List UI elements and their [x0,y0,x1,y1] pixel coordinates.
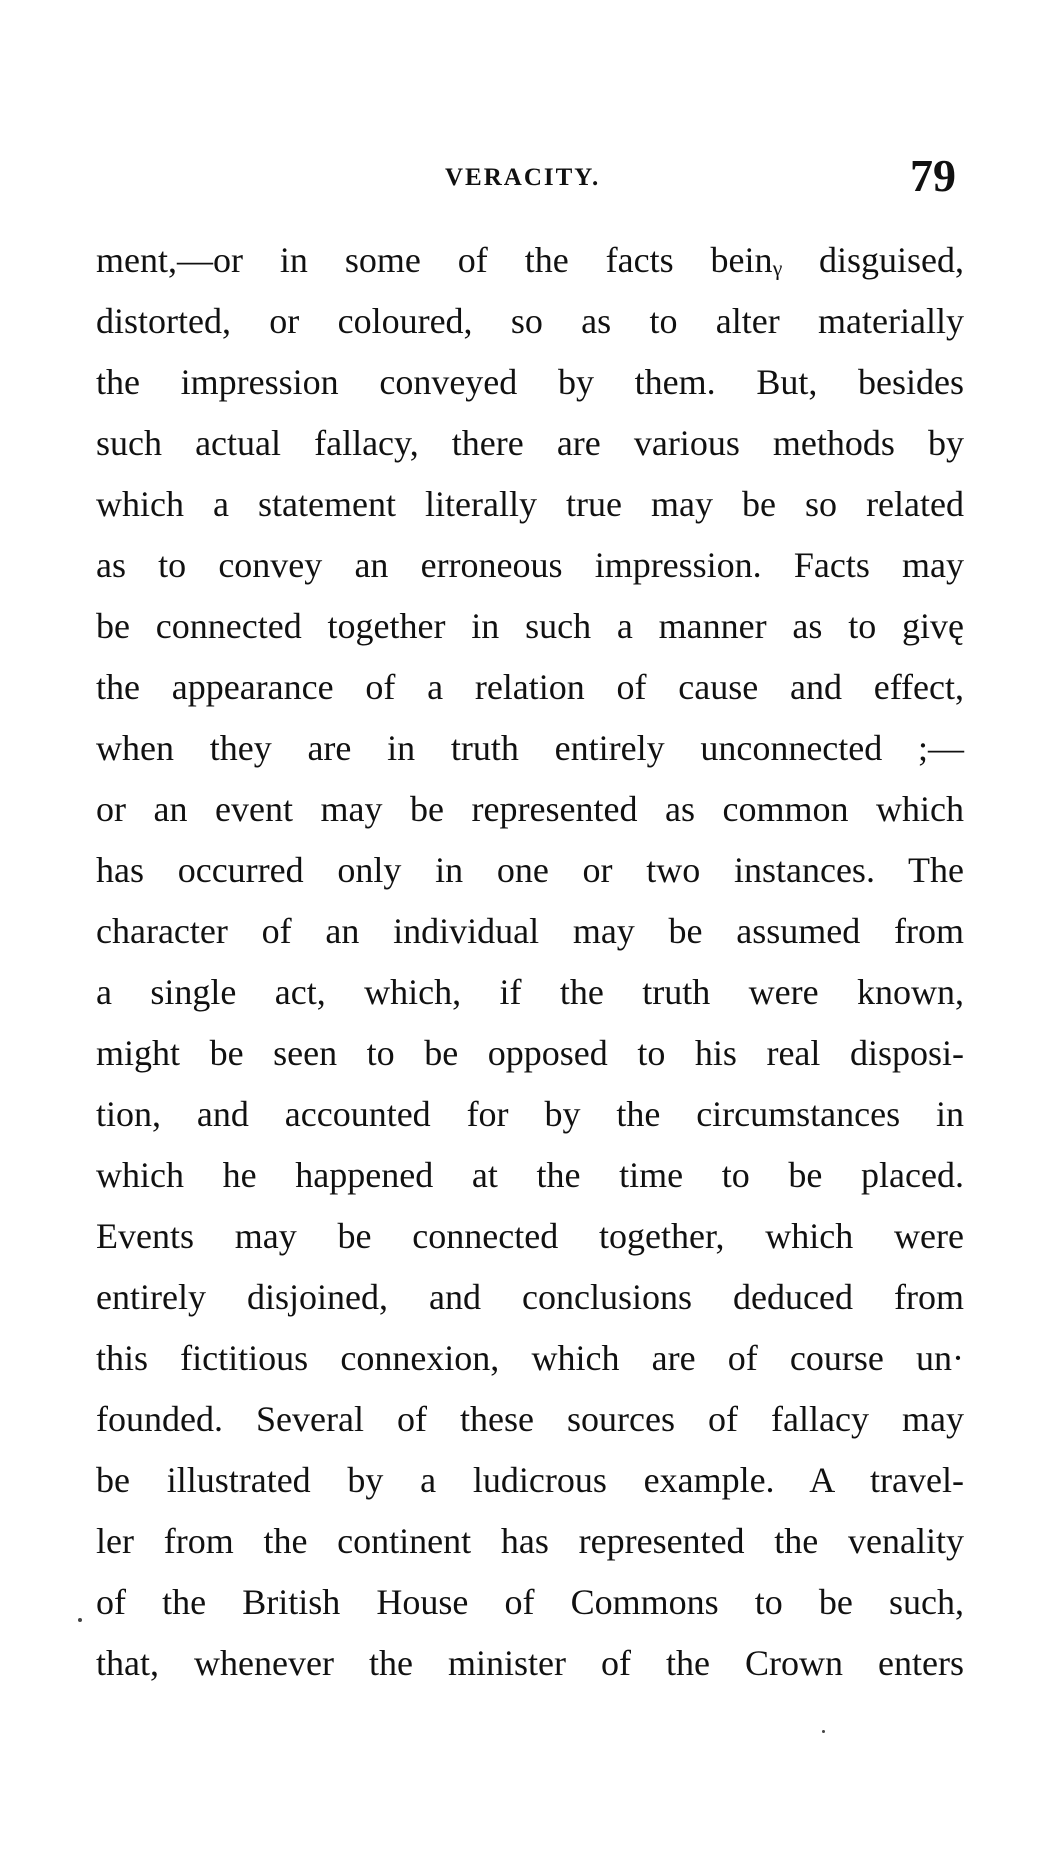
text-line: or an event may be represented as common which [96,789,964,829]
text-line: which he happened at the time to be placed. [96,1155,964,1195]
text-line: that, whenever the minister of the Crown enters [96,1643,964,1683]
text-line: founded. Several of these sources of fallacy may [96,1399,964,1439]
text-line: as to convey an erroneous impression. Facts may [96,545,964,585]
text-line: ler from the continent has represented the venality [96,1521,964,1561]
page-number: 79 [910,150,956,201]
text-line: tion, and accounted for by the circumstances in [96,1094,964,1134]
text-line: the appearance of a relation of cause and effect, [96,667,964,707]
text-line: character of an individual may be assumed from [96,911,964,951]
text-line: this fictitious connexion, which are of course un· [96,1338,964,1378]
text-line: entirely disjoined, and conclusions deduced from [96,1277,964,1317]
text-line: which a statement literally true may be so related [96,484,964,524]
text-line: of the British House of Commons to be such, [96,1582,964,1622]
text-line: might be seen to be opposed to his real disposi- [96,1033,964,1073]
ink-speck [822,1730,825,1733]
running-header [0,150,1057,210]
text-line: a single act, which, if the truth were known, [96,972,964,1012]
text-line: be illustrated by a ludicrous example. A travel- [96,1460,964,1500]
ink-speck [78,1618,82,1622]
text-line: has occurred only in one or two instances. The [96,850,964,890]
text-line: when they are in truth entirely unconnected ;— [96,728,964,768]
body-text [96,230,964,1694]
text-line: distorted, or coloured, so as to alter materially [96,301,964,341]
running-title: VERACITY. [445,164,601,191]
text-line: the impression conveyed by them. But, besides [96,362,964,402]
text-line: ment,—or in some of the facts beinᵧ disguised, [96,240,964,280]
text-line: Events may be connected together, which were [96,1216,964,1256]
text-line: such actual fallacy, there are various methods by [96,423,964,463]
text-line: be connected together in such a manner as to givę [96,606,964,646]
